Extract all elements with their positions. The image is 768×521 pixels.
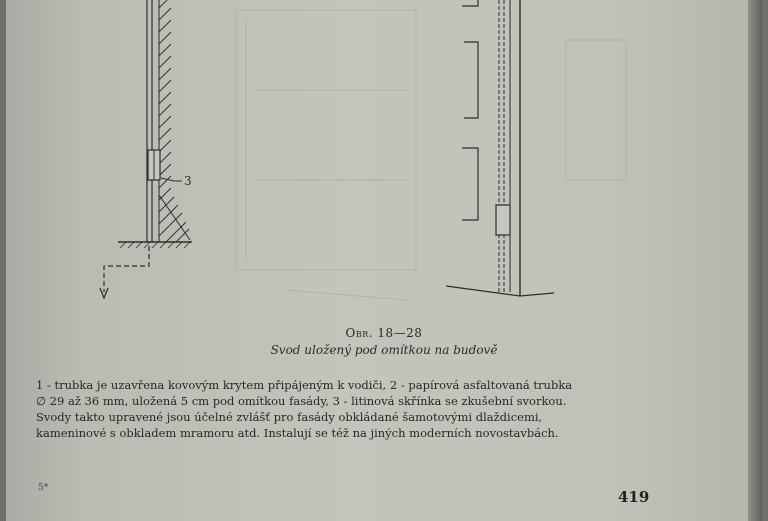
figure-title: Obr. 18—28 — [345, 326, 423, 340]
callout-3: 3 — [184, 174, 192, 188]
page-number: 419 — [618, 488, 650, 506]
body-line: Svody takto upravené jsou účelné zvlášť pro fasády obkládané šamotovými dlaždicemi, — [36, 410, 543, 424]
signature-mark: 5* — [38, 483, 49, 493]
right-detail — [446, 0, 554, 296]
figure-subtitle: Svod uložený pod omítkou na budově — [270, 343, 498, 357]
show-through-marks — [236, 10, 626, 300]
body-line: 1 - trubka je uzavřena kovovým krytem připájeným k vodiči, 2 - papírová asfaltovaná trubka — [36, 378, 573, 392]
wall-hatching — [159, 0, 189, 242]
page-gutter-shadow — [748, 0, 762, 521]
book-page — [6, 0, 762, 521]
body-line: kameninové s obkladem mramoru atd. Instalují se též na jiných moderních novostavbách. — [36, 426, 559, 440]
left-detail — [100, 0, 192, 298]
figure-drawing — [6, 0, 762, 320]
body-paragraph — [36, 377, 650, 441]
ground-hatching — [120, 242, 190, 248]
body-line: ∅ 29 až 36 mm, uložená 5 cm pod omítkou fasády, 3 - litinová skřínka se zkušební svorkou. — [36, 394, 567, 408]
